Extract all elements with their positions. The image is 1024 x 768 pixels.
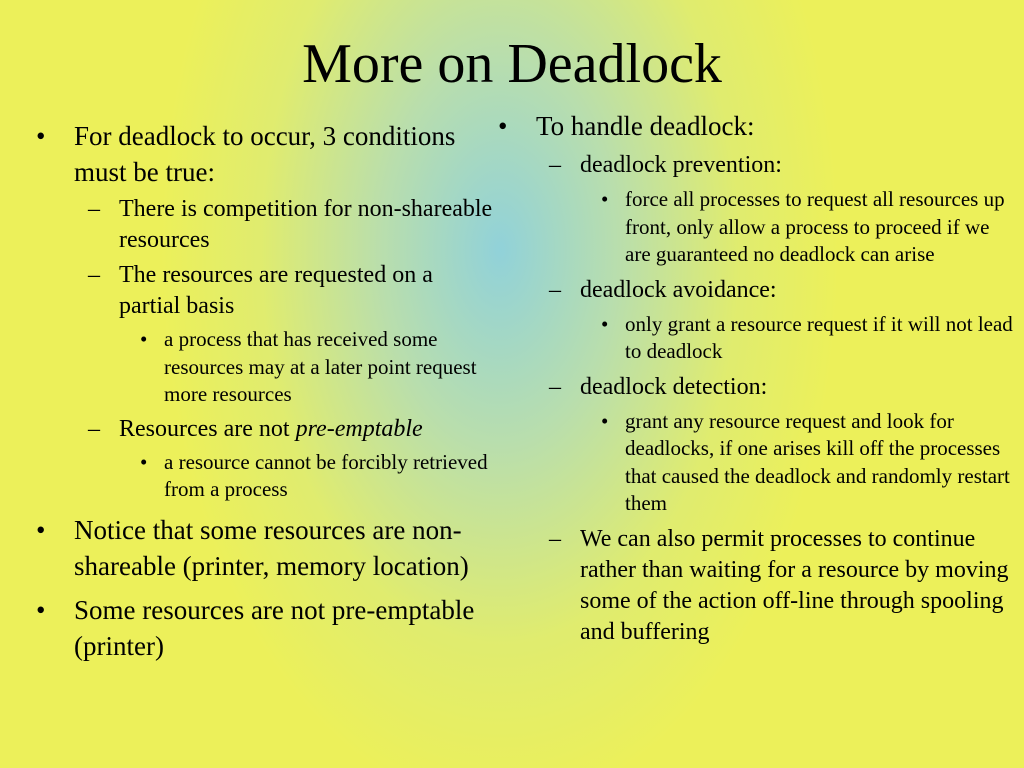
detail-bullet-text: a resource cannot be forcibly retrieved from a process — [164, 449, 488, 501]
detail-bullet-detection — [492, 408, 1017, 518]
detail-bullet-avoidance — [492, 311, 1017, 366]
bullet-marker: • — [36, 594, 46, 625]
bullet-marker: • — [601, 187, 609, 211]
bullet-text: To handle deadlock: — [536, 111, 755, 141]
sub-bullet-text: Resources are not — [119, 415, 296, 442]
sub-bullet-competition — [30, 194, 500, 256]
sub-bullet-text: deadlock avoidance: — [580, 276, 777, 303]
dash-marker: – — [88, 415, 100, 442]
sub-bullet-not-preemptable — [30, 414, 500, 445]
bullet-text: Notice that some resources are non-shareable (printer, memory location) — [74, 514, 469, 581]
bullet-marker: • — [140, 327, 148, 351]
detail-bullet-forcibly-retrieved — [30, 449, 500, 504]
bullet-marker: • — [140, 449, 148, 474]
right-column — [492, 108, 1017, 653]
sub-bullet-prevention — [492, 150, 1017, 181]
sub-bullet-text: deadlock prevention: — [580, 152, 782, 178]
slide-title: More on Deadlock — [302, 33, 722, 95]
bullet-handle-deadlock — [492, 108, 1017, 144]
dash-marker: – — [549, 276, 561, 303]
sub-bullet-text: We can also permit processes to continue rather than waiting for a resource by moving some of the action off-line through spooling and buffering — [580, 525, 1009, 645]
dash-marker: – — [549, 373, 561, 400]
sub-bullet-emphasis: pre-emptable — [295, 415, 423, 442]
bullet-deadlock-conditions — [30, 118, 500, 190]
sub-bullet-text: The resources are requested on a partial basis — [119, 262, 433, 319]
sub-bullet-text: There is competition for non-shareable resources — [119, 196, 493, 253]
bullet-text: For deadlock to occur, 3 conditions must be true: — [74, 121, 456, 187]
bullet-marker: • — [498, 111, 508, 141]
detail-bullet-text: only grant a resource request if it will not lead to deadlock — [625, 311, 1013, 363]
detail-bullet-hold-and-wait — [30, 326, 500, 409]
sub-bullet-spooling — [492, 524, 1017, 648]
sub-bullet-text: deadlock detection: — [580, 373, 768, 400]
bullet-text: Some resources are not pre-emptable (printer) — [74, 594, 475, 661]
dash-marker: – — [549, 525, 561, 552]
detail-bullet-text: force all processes to request all resources up front, only allow a process to proceed if we are guaranteed no deadlock can arise — [625, 187, 1005, 266]
bullet-non-shareable — [30, 512, 500, 584]
bullet-not-preemptable — [30, 592, 500, 664]
sub-bullet-partial-basis — [30, 260, 500, 322]
dash-marker: – — [549, 152, 561, 178]
bullet-marker: • — [601, 311, 609, 336]
left-column — [30, 118, 500, 668]
bullet-marker: • — [601, 408, 609, 433]
detail-bullet-text: grant any resource request and look for deadlocks, if one arises kill off the processes that caused the deadlock and randomly restart them — [625, 408, 1010, 515]
dash-marker: – — [88, 196, 100, 222]
bullet-marker: • — [36, 514, 46, 545]
detail-bullet-prevention — [492, 186, 1017, 269]
sub-bullet-detection — [492, 372, 1017, 403]
dash-marker: – — [88, 262, 100, 288]
sub-bullet-avoidance — [492, 275, 1017, 306]
detail-bullet-text: a process that has received some resources may at a later point request more resources — [164, 327, 477, 406]
bullet-marker: • — [36, 121, 46, 151]
